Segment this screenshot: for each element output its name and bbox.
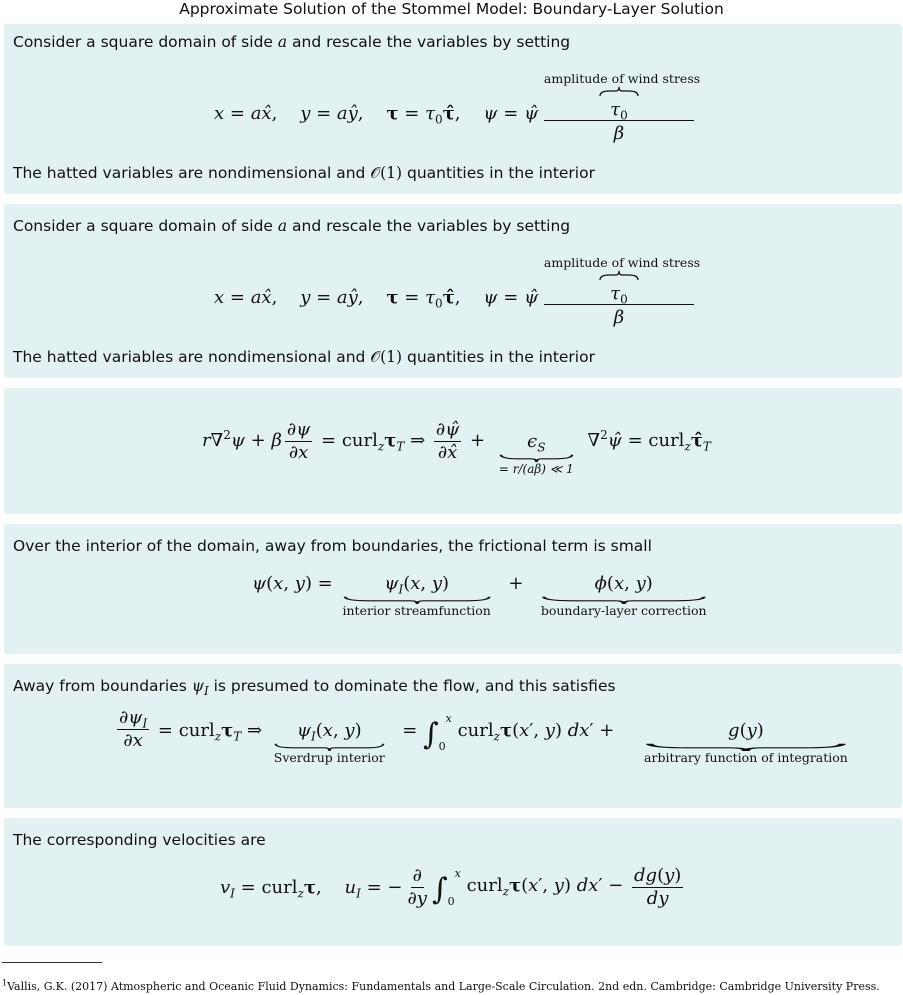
wind-stress-annotation: amplitude of wind stress (543, 71, 701, 86)
interior-annotation: interior streamfunction (342, 603, 491, 618)
block-2-intro: Consider a square domain of side a and rescale the variables by setting (13, 217, 571, 235)
definition-block-2 (4, 204, 902, 378)
boundary-annotation: boundary-layer correction (540, 603, 707, 618)
streamfunction-decomposition: ψ(x, y) = $\psi_I(x$, y) interior streamfunction + ϕ(x, y) boundary-layer correction (252, 573, 707, 618)
block-2-outro: The hatted variables are nondimensional and 𝒪(1) quantities in the interior (13, 348, 595, 366)
definition-block-1 (4, 24, 902, 194)
velocities-block (4, 818, 902, 946)
page-title: Approximate Solution of the Stommel Model: Boundary-Layer Solution (179, 0, 724, 18)
overbrace-icon (599, 87, 639, 97)
sverdrup-equation: $\frac{\partial\psi_I}{\partial x}$ = $curl_z\tau_T$ ⇒ $\psi_I(x$, y) Sverdrup interior = $\int_0^x$ curl$_z$τ(x′, y) dx′ + g(y) arbitrary function of integration (119, 707, 848, 765)
velocity-equation: $v_I$ = curl$_z$τ, $u_I$ = − $\frac{\partial}{\partial y}$ $\int_0^x$ curl$_z$τ(x′, y) dx′ − $\frac{dg(y)}{dy}$ (220, 865, 682, 909)
overbrace-icon (599, 271, 639, 281)
block-6-intro: The corresponding velocities are (13, 831, 266, 849)
sverdrup-block (4, 664, 902, 808)
block-1-outro: The hatted variables are nondimensional and 𝒪(1) quantities in the interior (13, 164, 595, 182)
sverdrup-annotation: Sverdrup interior (273, 750, 385, 765)
vorticity-equation: r∇$^2$ψ + β $\frac{\partial\psi}{\partial x}$ = $curl_z\tau_T$ ⇒ $\frac{\partial\psî}{\partial x̂}$ + $\epsilon_S$ = r/(aβ) ≪ 1 ∇$^2$ψ̂ = $curl_z\taû_T$ (202, 418, 711, 476)
footnote-rule (2, 962, 102, 963)
footnote: $^1$Vallis, G.K. (2017) Atmospheric and Oceanic Fluid Dynamics: Fundamentals and Large-Scale Circulation. 2nd edn. Cambridge: Cambridge University Press. (2, 978, 880, 993)
scaling-equation-repeat: x = ax̂, y = aŷ, $\tau = \tau_0\taû$, ψ = ψ̂ amplitude of wind stress $\tau_0$ β (214, 255, 701, 328)
arbitrary-function-annotation: arbitrary function of integration (644, 750, 848, 765)
underbrace-icon (499, 454, 574, 462)
scaling-equation: x = ax̂, y = aŷ, $\tau = \tau_0\taû$, ψ = ψ̂ amplitude of wind stress $\tau_0$ β (214, 71, 701, 144)
wind-stress-annotation: amplitude of wind stress (543, 255, 701, 270)
block-1-intro: Consider a square domain of side a and rescale the variables by setting (13, 33, 571, 51)
block-5-intro: Away from boundaries $\psi_I$ is presumed to dominate the flow, and this satisfies (13, 677, 616, 699)
block-4-intro: Over the interior of the domain, away from boundaries, the frictional term is small (13, 537, 652, 555)
epsilon-annotation: = r/(aβ) ≪ 1 (498, 462, 574, 476)
decomposition-block (4, 524, 902, 654)
vorticity-equation-block (4, 388, 902, 514)
